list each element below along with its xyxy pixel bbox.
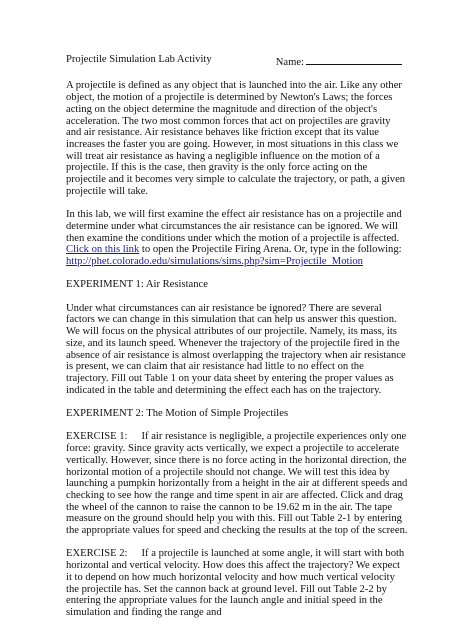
exercise1-paragraph [66,431,408,536]
exercise1-body: If air resistance is negligible, a projectile experiences only one force: gravity. Since gravity acts vertically, we expect a projectile to accelerate vertically. However, since there is no force acting in the horizontal direction, the horizontal motion of a projectile should not change. We will test this idea by launching a pumpkin horizontally from a height in the air at different speeds and checking to see how the range and time spent in air are affected. Click and drag the wheel of the cannon to raise the cannon to be 19.62 m in the air. The tape measure on the ground should help you with this. Fill out Table 2-1 by entering the appropriate values for speed and checking the results at the top of the screen. [66,431,408,537]
experiment1-body: Under what circumstances can air resistance be ignored? There are several factors we can change in this simulation that can help us answer this question. We will focus on the physical attributes of our projectile. Namely, its mass, its size, and its launch speed. Whenever the trajectory of the projectile fired in the absence of air resistance is almost overlapping the trajectory when air resistance is present, we can claim that air resistance had little to no effect on the trajectory. Fill out Table 1 on your data sheet by entering the proper values as indicated in the table and determining the effect each has on the trajectory. [66,302,406,396]
exercise2-paragraph [66,548,408,618]
name-field-group [276,54,402,69]
simulation-url-link[interactable]: http://phet.colorado.edu/simulations/sims.php?sim=Projectile_Motion [66,255,363,267]
lab-text-after-link: to open the Projectile Firing Arena. Or, type in the following: [139,244,402,256]
spacer [66,69,408,81]
document-page [66,54,408,630]
header-row [66,54,408,69]
exercise2-body: If a projectile is launched at some angle, it will start with both horizontal and vertical velocity. How does this affect the trajectory? We expect it to depend on how much horizontal velocity and how much vertical velocity the projectile has. Set the cannon back at ground level. Fill out Table 2-2 by entering the appropriate values for the launch angle and initial speed in the simulation and finding the range and [66,548,405,618]
lab-text-before-link: In this lab, we will first examine the effect air resistance has on a projectile and determine under what circumstances the air resistance can be ignored. We will then examine the conditions under which the motion of a projectile is affected. [66,209,402,244]
exercise2-label: EXERCISE 2: [66,548,128,560]
name-blank-line [306,54,402,65]
name-label: Name: [275,57,304,68]
lab-paragraph [66,209,408,268]
simulation-link[interactable]: Click on this link [66,244,140,256]
intro-paragraph: A projectile is defined as any object that is launched into the air. Like any other object, the motion of a projectile is determined by Newton's Laws; the forces acting on the object determine the magnitude and direction of the object's acceleration. The two most common forces that act on projectiles are gravity and air resistance. Air resistance behaves like friction except that its value increases the faster you are going. However, in most situations in this class we will treat air resistance as having a negligible influence on the motion of a projectile. If this is the case, then gravity is the only force acting on the projectile and it becomes very simple to calculate the trajectory, or path, a given projectile will take. [66,80,406,197]
experiment2-heading: EXPERIMENT 2: The Motion of Simple Projectiles [66,408,289,420]
exercise1-label: EXERCISE 1: [66,431,128,443]
document-title: Projectile Simulation Lab Activity [66,54,212,65]
experiment1-heading: EXPERIMENT 1: Air Resistance [66,279,208,291]
